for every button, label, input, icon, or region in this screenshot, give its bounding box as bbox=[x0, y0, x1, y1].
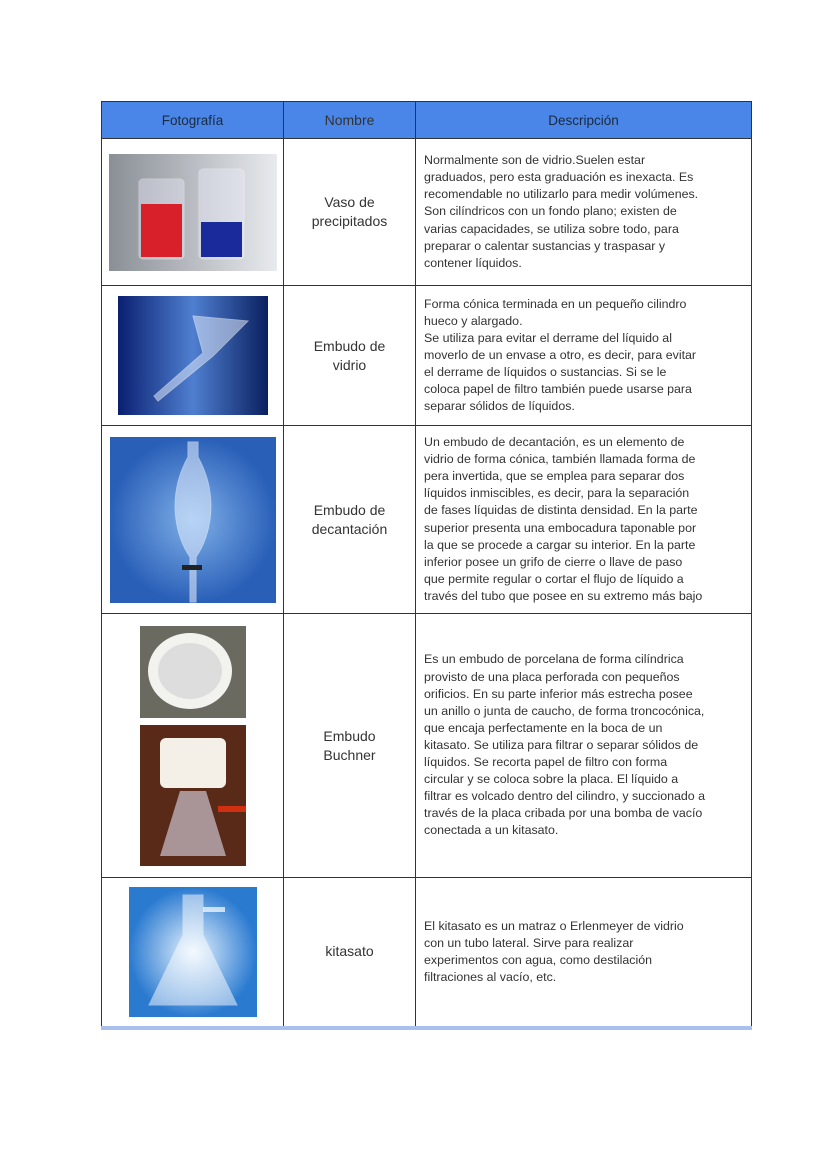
table-row bbox=[102, 878, 752, 1028]
table-row bbox=[102, 426, 752, 614]
item-description: Normalmente son de vidrio.Suelen estar graduados, pero esta graduación es inexacta. Es recomendable no utilizarlo para medir volúmenes. Son cilíndricos con un fondo plano; existen de varias capacidades, se utiliza sobre todo, para preparar o calentar sustancias y traspasar y contener líquidos. bbox=[416, 139, 752, 286]
item-description: Es un embudo de porcelana de forma cilíndrica provisto de una placa perforada con pequeños orificios. En su parte inferior más estrecha posee un anillo o junta de caucho, de forma troncocónica, que encaja perfectamente en la boca de un kitasato. Se utiliza para filtrar o separar sólidos de líquidos. Se recorta papel de filtro con forma circular y se coloca sobre la placa. El líquido a filtrar es volcado dentro del cilindro, y succionado a través de la placa cribada por una bomba de vacío conectada a un kitasato. bbox=[416, 614, 752, 878]
header-name: Nombre bbox=[284, 102, 416, 139]
photo-beakers bbox=[102, 139, 284, 286]
photo-separatory-funnel bbox=[102, 426, 284, 614]
item-name: Vaso de precipitados bbox=[284, 139, 416, 286]
lab-equipment-table bbox=[101, 101, 752, 1030]
table-row bbox=[102, 286, 752, 426]
item-description: Forma cónica terminada en un pequeño cilindro hueco y alargado. Se utiliza para evitar el derrame del líquido al moverlo de un envase a otro, es decir, para evitar el derrame de líquidos o sustancias. Si se le coloca papel de filtro también puede usarse para separar sólidos de líquidos. bbox=[416, 286, 752, 426]
item-name: Embudo de vidrio bbox=[284, 286, 416, 426]
table-header bbox=[102, 102, 752, 139]
item-description: El kitasato es un matraz o Erlenmeyer de vidrio con un tubo lateral. Sirve para realizar experimentos con agua, como destilación filtraciones al vacío, etc. bbox=[416, 878, 752, 1028]
table-row bbox=[102, 139, 752, 286]
photo-glass-funnel bbox=[102, 286, 284, 426]
item-name: Embudo Buchner bbox=[284, 614, 416, 878]
table-row bbox=[102, 614, 752, 878]
item-description: Un embudo de decantación, es un elemento de vidrio de forma cónica, también llamada forma de pera invertida, que se emplea para separar dos líquidos inmiscibles, es decir, para la separación de fases líquidas de distinta densidad. En la parte superior presenta una embocadura taponable por la que se procede a cargar su interior. En la parte inferior posee un grifo de cierre o llave de paso que permite regular o cortar el flujo de líquido a través del tubo que posee en su extremo más bajo bbox=[416, 426, 752, 614]
item-name: Embudo de decantación bbox=[284, 426, 416, 614]
photo-kitasato bbox=[102, 878, 284, 1028]
header-description: Descripción bbox=[416, 102, 752, 139]
photo-buchner-funnel bbox=[102, 614, 284, 878]
header-photo: Fotografía bbox=[102, 102, 284, 139]
item-name: kitasato bbox=[284, 878, 416, 1028]
